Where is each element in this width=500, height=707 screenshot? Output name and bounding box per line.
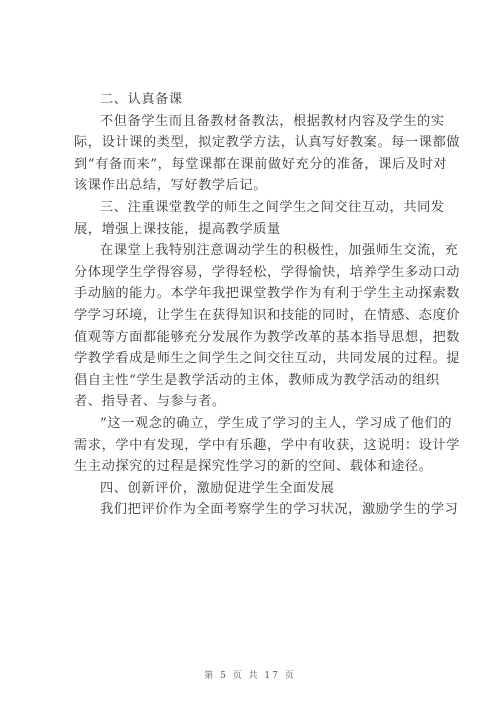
- paragraph-line: 际，设计课的类型，拟定教学方法，认真写好教案。每一课都做: [74, 135, 461, 151]
- paragraph-line: 生主动探究的过程是探究性学习的新的空间、载体和途径。: [74, 459, 433, 475]
- section-heading: 二、认真备课: [100, 92, 183, 107]
- document-body: [74, 89, 461, 521]
- paragraph-line: 到“有备而来”，每堂课都在课前做好充分的准备，课后及时对: [74, 156, 448, 172]
- page-number-footer: 第 5 页 共 17 页: [204, 671, 296, 681]
- paragraph-line: 分体现学生学得容易，学得轻松，学得愉快，培养学生多动口动: [74, 264, 461, 280]
- paragraph-line: 不但备学生而且备教材备教法，根据教材内容及学生的实: [100, 113, 445, 129]
- section-heading: 三、注重课堂教学的师生之间学生之间交往互动，共同发: [100, 199, 445, 215]
- paragraph-line: 手动脑的能力。本学年我把课堂教学作为有利于学生主动探索数: [74, 286, 461, 302]
- paragraph-line: 我们把评价作为全面考察学生的学习状况，激励学生的学习: [100, 502, 459, 518]
- paragraph-line: 倡自主性“学生是教学活动的主体，教师成为教学活动的组织: [74, 372, 440, 388]
- paragraph-line: 值观等方面都能够充分发展作为教学改革的基本指导思想，把数: [74, 329, 461, 345]
- paragraph-line: 者、指导者、与参与者。: [74, 394, 226, 410]
- paragraph-line: 学学习环境，让学生在获得知识和技能的同时，在情感、态度价: [74, 307, 461, 323]
- paragraph-line: 需求，学中有发现，学中有乐趣，学中有收获，这说明：设计学: [74, 437, 461, 453]
- section-heading: 展，增强上课技能，提高教学质量: [74, 221, 281, 237]
- paragraph-line: ”这一观念的确立，学生成了学习的主人，学习成了他们的: [100, 415, 453, 431]
- paragraph-line: 该课作出总结，写好教学后记。: [74, 178, 268, 194]
- paragraph-line: 在课堂上我特别注意调动学生的积极性，加强师生交流，充: [100, 243, 459, 259]
- section-heading: 四、创新评价，激励促进学生全面发展: [100, 480, 335, 496]
- paragraph-line: 学教学看成是师生之间学生之间交往互动，共同发展的过程。提: [74, 351, 461, 367]
